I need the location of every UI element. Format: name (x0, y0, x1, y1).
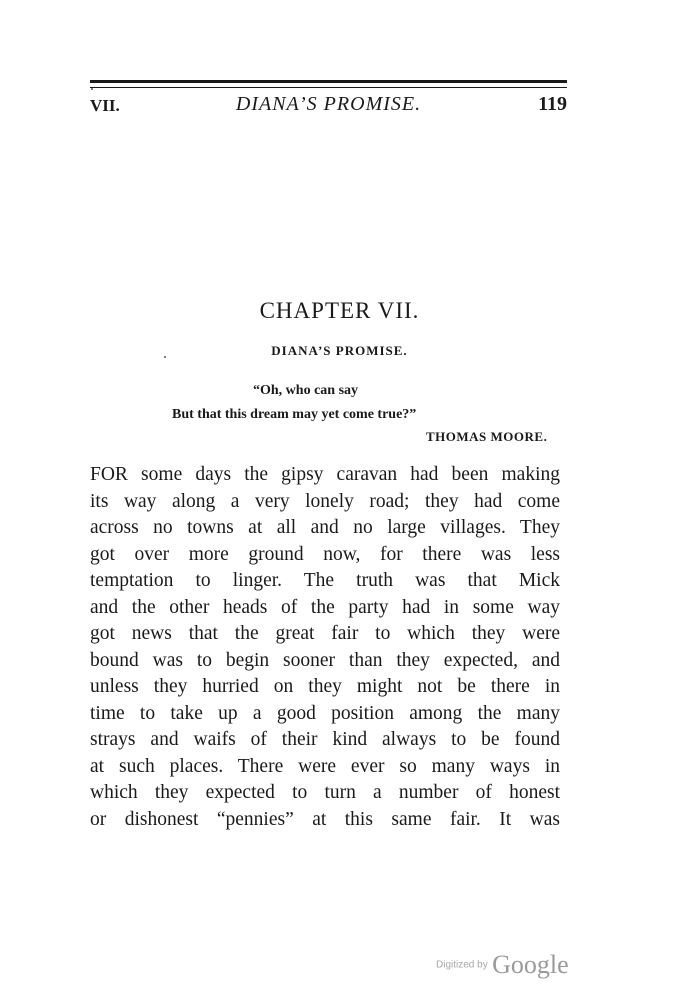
chapter-title: CHAPTER VII. (259, 298, 420, 323)
body-text (90, 462, 560, 833)
body-line: time to take up a good position among the many (90, 702, 560, 724)
google-watermark (436, 950, 569, 980)
running-head-chapter: VII. (90, 96, 120, 115)
header-rule-thin (90, 87, 567, 88)
body-line: got news that the great fair to which they were (90, 623, 560, 644)
epigraph-attribution: THOMAS MOORE. (426, 429, 548, 444)
body-line: temptation to linger. The truth was that Mick (90, 570, 560, 591)
header-rule-thick (90, 80, 567, 83)
running-head-title: DIANA’S PROMISE. (235, 93, 422, 115)
print-speck (91, 88, 93, 90)
chapter-subtitle: DIANA’S PROMISE. (271, 343, 408, 358)
page-number: 119 (538, 93, 567, 115)
body-line: bound was to begin sooner than they expected, and (90, 649, 560, 671)
body-line: its way along a very lonely road; they had come (90, 490, 560, 512)
epigraph-line-2: But that this dream may yet come true?” (172, 407, 417, 422)
body-line: and the other heads of the party had in some way (90, 596, 560, 618)
body-line: which they expected to turn a number of honest (90, 782, 560, 803)
body-line: unless they hurried on they might not be there in (90, 676, 560, 697)
body-line: at such places. There were ever so many ways in (90, 755, 560, 777)
body-line: FOR some days the gipsy caravan had been making (90, 464, 560, 485)
body-line: strays and waifs of their kind always to be found (90, 729, 560, 750)
body-line: across no towns at all and no large villages. They (90, 517, 560, 538)
body-line: or dishonest “pennies” at this same fair. It was (90, 808, 560, 830)
watermark-digitized-text: Digitized by (436, 959, 488, 971)
print-speck (164, 356, 166, 358)
running-head (90, 93, 567, 123)
body-line: got over more ground now, for there was less (90, 543, 560, 565)
watermark-google-logo: Google (492, 950, 569, 979)
epigraph-line-1: “Oh, who can say (253, 383, 359, 398)
